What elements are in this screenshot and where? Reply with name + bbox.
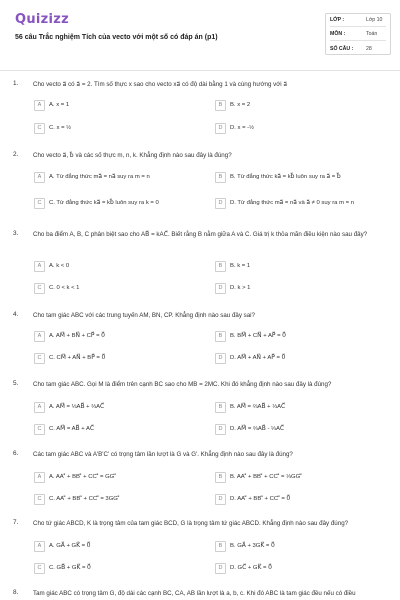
option-text: B. x = 2 — [230, 101, 251, 108]
meta-row-class — [330, 14, 386, 27]
option-text: D. AM⃗ = ⅔AB⃗ - ⅓AC⃗ — [230, 425, 284, 432]
option-letter-box: C — [34, 123, 45, 134]
option-d[interactable] — [215, 493, 290, 505]
option-b[interactable] — [215, 99, 250, 111]
option-d[interactable] — [215, 352, 285, 364]
option-d[interactable] — [215, 423, 284, 435]
option-text: B. Từ đẳng thức ka⃗ = kb⃗ luôn suy ra a⃗ = b⃗ — [230, 173, 341, 180]
question-text: Cho ba điểm A, B, C phân biệt sao cho AB⃗ = kAC⃗. Biết rằng B nằm giữa A và C. Giá trị k thỏa mãn điều kiện nào sau đây? — [33, 231, 368, 238]
option-letter-box: D — [215, 353, 226, 364]
option-a[interactable] — [34, 401, 104, 413]
option-text: B. GA⃗ + 3GK⃗ = 0⃗ — [230, 542, 275, 549]
question-number: 3. — [13, 230, 19, 237]
worksheet-header — [0, 0, 400, 68]
option-text: B. BM⃗ + CN⃗ + AP⃗ = 0⃗ — [230, 332, 286, 339]
meta-label: MÔN : — [330, 31, 346, 37]
option-letter-box: A — [34, 100, 45, 111]
meta-row-subject — [330, 28, 386, 41]
option-letter-box: D — [215, 283, 226, 294]
option-letter-box: C — [34, 494, 45, 505]
option-letter-box: A — [34, 472, 45, 483]
option-letter-box: C — [34, 198, 45, 209]
option-text: B. AA'⃗ + BB'⃗ + CC'⃗ = ⅓GG'⃗ — [230, 473, 302, 480]
option-text: D. GC⃗ + GK⃗ = 0⃗ — [230, 564, 272, 571]
option-d[interactable] — [215, 197, 390, 209]
quizizz-logo[interactable]: Quizizz — [15, 12, 70, 27]
option-c[interactable] — [34, 122, 71, 134]
option-a[interactable] — [34, 330, 105, 342]
meta-info-box — [325, 13, 391, 55]
option-text: D. Từ đẳng thức ma⃗ = na⃗ và a⃗ ≠ 0 suy ra m = n — [230, 199, 354, 206]
meta-value: Lớp 10 — [366, 17, 383, 23]
option-letter-box: D — [215, 563, 226, 574]
quiz-title: 56 câu Trắc nghiệm Tích của vecto với một số có đáp án (p1) — [15, 34, 218, 41]
option-text: D. k > 1 — [230, 284, 251, 291]
question-number: 4. — [13, 311, 19, 318]
option-letter-box: B — [215, 100, 226, 111]
option-text: D. AM⃗ + AN⃗ + AP⃗ = 0⃗ — [230, 354, 286, 361]
meta-label: LỚP : — [330, 17, 345, 23]
option-letter-box: B — [215, 172, 226, 183]
option-a[interactable] — [34, 260, 69, 272]
option-c[interactable] — [34, 352, 105, 364]
option-letter-box: A — [34, 331, 45, 342]
question-number: 1. — [13, 80, 19, 87]
option-text: C. Từ đẳng thức ka⃗ = kb⃗ luôn suy ra k = 0 — [49, 199, 159, 206]
option-c[interactable] — [34, 423, 94, 435]
option-letter-box: B — [215, 331, 226, 342]
option-letter-box: A — [34, 261, 45, 272]
question-text: Cho vecto a⃗, b⃗ và các số thực m, n, k. Khẳng định nào sau đây là đúng? — [33, 152, 232, 159]
option-letter-box: B — [215, 261, 226, 272]
option-b[interactable] — [215, 260, 250, 272]
option-a[interactable] — [34, 540, 90, 552]
option-letter-box: B — [215, 541, 226, 552]
option-letter-box: D — [215, 494, 226, 505]
option-text: B. AM⃗ = ⅔AB⃗ + ⅓AC⃗ — [230, 403, 286, 410]
question-number: 2. — [13, 151, 19, 158]
option-text: A. Từ đẳng thức ma⃗ = na⃗ suy ra m = n — [49, 173, 150, 180]
option-text: A. AM⃗ = ⅓AB⃗ + ⅔AC⃗ — [49, 403, 105, 410]
option-letter-box: C — [34, 283, 45, 294]
question-number: 5. — [13, 380, 19, 387]
option-letter-box: C — [34, 424, 45, 435]
option-text: C. CM⃗ + AN⃗ + BP⃗ = 0⃗ — [49, 354, 106, 361]
option-b[interactable] — [215, 540, 275, 552]
option-text: A. k < 0 — [49, 262, 70, 269]
option-b[interactable] — [215, 401, 285, 413]
option-letter-box: C — [34, 353, 45, 364]
option-a[interactable] — [34, 171, 150, 183]
option-text: C. 0 < k < 1 — [49, 284, 80, 291]
question-number: 8. — [13, 589, 19, 596]
option-letter-box: A — [34, 172, 45, 183]
meta-row-count — [330, 42, 386, 55]
option-text: D. AA'⃗ + BB'⃗ + CC'⃗ = 0⃗ — [230, 495, 291, 502]
option-text: D. x = -½ — [230, 124, 255, 131]
option-letter-box: A — [34, 402, 45, 413]
option-letter-box: A — [34, 541, 45, 552]
option-text: A. AA'⃗ + BB'⃗ + CC'⃗ = GG'⃗ — [49, 473, 116, 480]
option-letter-box: D — [215, 198, 226, 209]
option-b[interactable] — [215, 471, 302, 483]
option-c[interactable] — [34, 282, 79, 294]
question-text: Cho tứ giác ABCD, K là trọng tâm của tam giác BCD, G là trọng tâm tứ giác ABCD. Khẳng định nào sau đây đúng? — [33, 520, 349, 527]
question-text: Cho tam giác ABC với các trung tuyến AM, BN, CP. Khẳng định nào sau đây sai? — [33, 312, 256, 319]
option-c[interactable] — [34, 493, 119, 505]
option-letter-box: B — [215, 472, 226, 483]
option-text: A. x = 1 — [49, 101, 70, 108]
header-divider — [0, 70, 400, 71]
meta-value: 28 — [366, 45, 372, 52]
option-text: C. AA'⃗ + BB'⃗ + CC'⃗ = 3GG'⃗ — [49, 495, 120, 502]
option-letter-box: D — [215, 424, 226, 435]
option-b[interactable] — [215, 330, 286, 342]
option-text: B. k = 1 — [230, 262, 251, 269]
option-d[interactable] — [215, 562, 272, 574]
question-number: 7. — [13, 519, 19, 526]
option-d[interactable] — [215, 282, 250, 294]
meta-label: SỐ CÂU : — [330, 45, 354, 52]
option-letter-box: D — [215, 123, 226, 134]
option-text: A. AM⃗ + BN⃗ + CP⃗ = 0⃗ — [49, 332, 105, 339]
option-text: C. GB⃗ + GK⃗ = 0⃗ — [49, 564, 91, 571]
option-b[interactable] — [215, 171, 341, 183]
question-text: Tam giác ABC có trọng tâm G, độ dài các cạnh BC, CA, AB lần lượt là a, b, c. Khi đó ABC là tam giác đều nếu có điều — [33, 590, 356, 597]
option-a[interactable] — [34, 99, 69, 111]
option-c[interactable] — [34, 562, 91, 574]
question-number: 6. — [13, 450, 19, 457]
option-text: C. AM⃗ = AB⃗ + AC⃗ — [49, 425, 95, 432]
question-text: Cho vecto a⃗ có a⃗ = 2. Tìm số thực x sao cho vecto xa⃗ có độ dài bằng 1 và cùng hướng với a⃗ — [33, 81, 288, 88]
meta-value: Toán — [366, 31, 378, 37]
option-c[interactable] — [34, 197, 159, 209]
question-text: Cho tam giác ABC. Gọi M là điểm trên cạnh BC sao cho MB = 2MC. Khi đó khẳng định nào sau đây là đúng? — [33, 381, 332, 388]
option-a[interactable] — [34, 471, 116, 483]
option-letter-box: C — [34, 563, 45, 574]
option-text: C. x = ½ — [49, 124, 72, 131]
option-text: A. GA⃗ + GK⃗ = 0⃗ — [49, 542, 91, 549]
option-letter-box: B — [215, 402, 226, 413]
option-d[interactable] — [215, 122, 254, 134]
question-text: Các tam giác ABC và A'B'C' có trọng tâm lần lượt là G và G'. Khẳng định nào sau đây là đúng? — [33, 451, 293, 458]
